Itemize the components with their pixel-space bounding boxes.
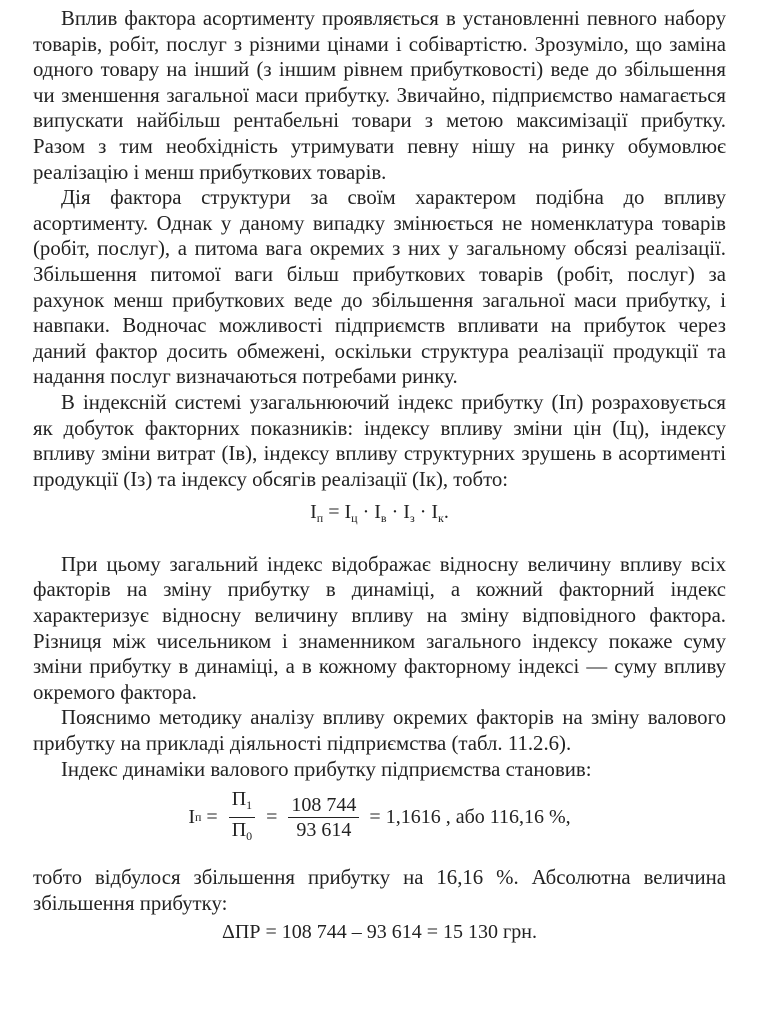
paragraph-structure: Дія фактора структури за своїм характером подібна до впливу асортименту. Однак у даному випадку змінюється не номенклатура товарів (робіт, послуг), а питома вага окремих з них у загальному обсязі реалізації. Збільшення питомої ваги більш прибуткових товарів (робіт, послуг) за рахунок менш прибуткових веде до збільшення загальної маси прибутку, і навпаки. Водночас можливості підприємств впливати на прибуток через даний фактор досить обмежені, оскільки структура реалізації продукції та надання послуг визначаються потребами ринку. — [33, 186, 726, 389]
paragraph-assortment: Вплив фактора асортименту проявляється в установленні певного набору товарів, робіт, послуг з різними цінами і собівартістю. Зрозуміло, що заміна одного товару на інший (з іншим рівнем прибутковості) веде до збільшення чи зменшення загальної маси прибутку. Звичайно, підприємство намагається випускати найбільш рентабельні товари з метою максимізації прибутку. Разом з тим необхідність утримувати певну нішу на ринку обумовлює реалізацію і менш прибуткових товарів. — [33, 7, 726, 184]
document-page — [33, 6, 726, 960]
paragraph-index-system: В індексній системі узагальнюючий індекс прибутку (Iп) розраховується як добуток факторних показників: індексу впливу зміни цін (Iц), індексу впливу зміни витрат (Iв), індексу впливу структурних зрушень в асортименті продукції (Iз) та індексу обсягів реалізації (Iк), тобто: — [33, 390, 726, 491]
paragraph-increase: тобто відбулося збільшення прибутку на 16,16 %. Абсолютна величина збільшення прибутку: — [33, 866, 726, 915]
formula-profit-dynamics: I п = $\frac{П_1}{П_0}$ = $\frac{108 744}{93 614}$ = 1,1616 , або 116,16 %, — [33, 788, 726, 847]
fraction-values: $\frac{108 744}{93 614}$ — [288, 794, 359, 841]
paragraph-general-index: При цьому загальний індекс відображає відносну величину впливу всіх факторів на зміну прибутку в динаміці, а кожний факторний індекс характеризує відносну величину впливу на зміну відповідного фактора. Різниця між чисельником і знаменником загального індексу покаже суму зміни прибутку в динаміці, а в кожному факторному індексі — суму впливу окремого фактора. — [33, 552, 726, 704]
formula-absolute-increase: ΔПР = 108 744 – 93 614 = 15 130 грн. — [222, 921, 537, 944]
fraction-symbols: $\frac{П_1}{П_0}$ — [229, 788, 255, 847]
paragraph-dynamics-index: Індекс динаміки валового прибутку підприємства становив: — [61, 757, 592, 781]
formula-index-product: $I_п = I_ц \cdot I_в \cdot I_з \cdot I_к$. — [310, 501, 449, 526]
paragraph-method: Пояснимо методику аналізу впливу окремих факторів на зміну валового прибутку на прикладі діяльності підприємства (табл. 11.2.6). — [33, 706, 726, 756]
